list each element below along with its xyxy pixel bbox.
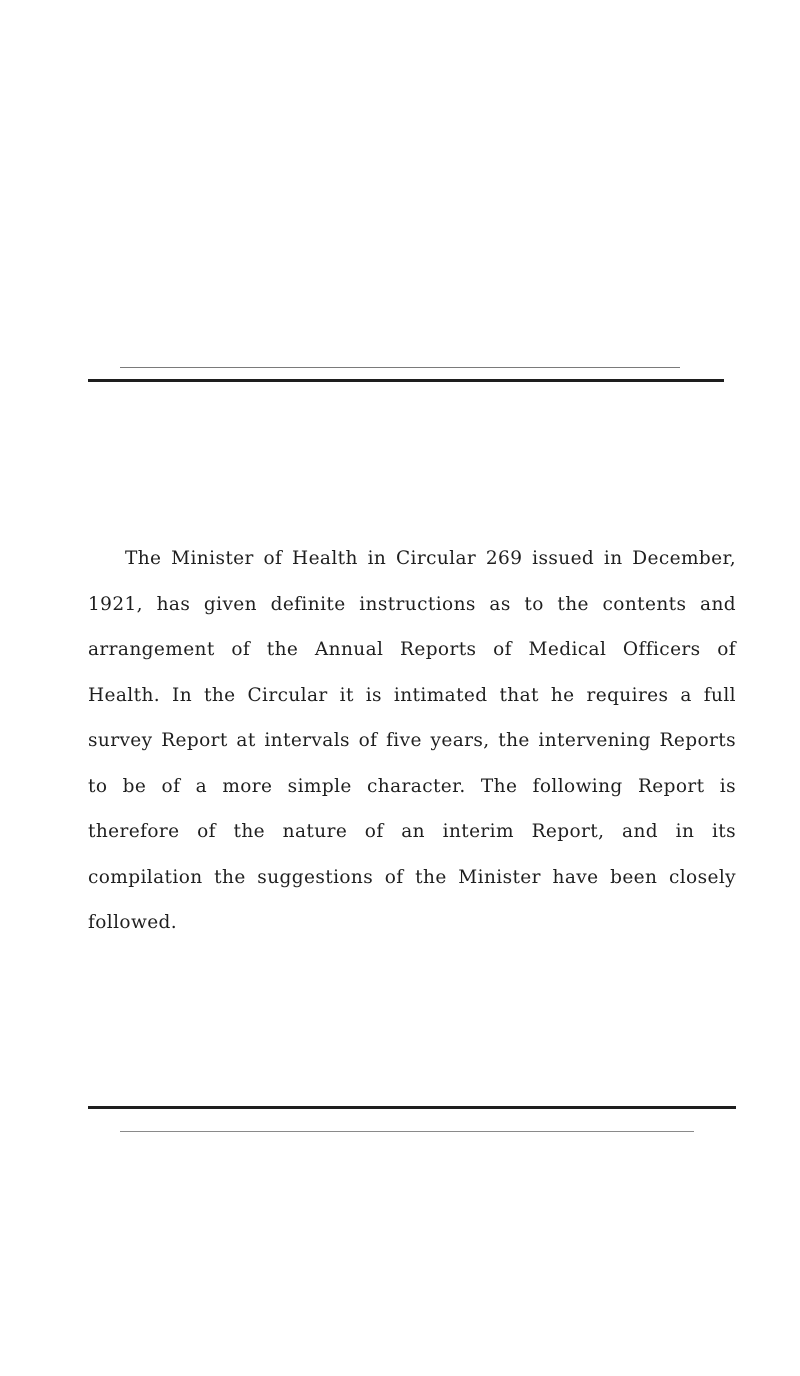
paragraph-line: compilation the suggestions of the Minister have been closely <box>88 866 736 888</box>
paragraph-line: The Minister of Health in Circular 269 issued in December, <box>125 548 736 569</box>
top-thin-rule <box>120 367 680 368</box>
top-thick-rule <box>88 379 724 382</box>
paragraph-line: followed. <box>88 912 178 933</box>
bottom-thick-rule <box>88 1106 736 1109</box>
paragraph-line: 1921, has given definite instructions as to the contents and <box>88 593 736 615</box>
paragraph-line: therefore of the nature of an interim Report, and in its <box>88 821 736 842</box>
paragraph-line: survey Report at intervals of five years, the intervening Reports <box>88 730 736 751</box>
paragraph-line: to be of a more simple character. The following Report is <box>88 775 736 797</box>
paragraph-line: arrangement of the Annual Reports of Medical Officers of <box>88 639 736 660</box>
paragraph-line: Health. In the Circular it is intimated that he requires a full <box>88 684 736 706</box>
bottom-thin-rule <box>120 1131 694 1132</box>
intro-paragraph <box>88 536 736 946</box>
